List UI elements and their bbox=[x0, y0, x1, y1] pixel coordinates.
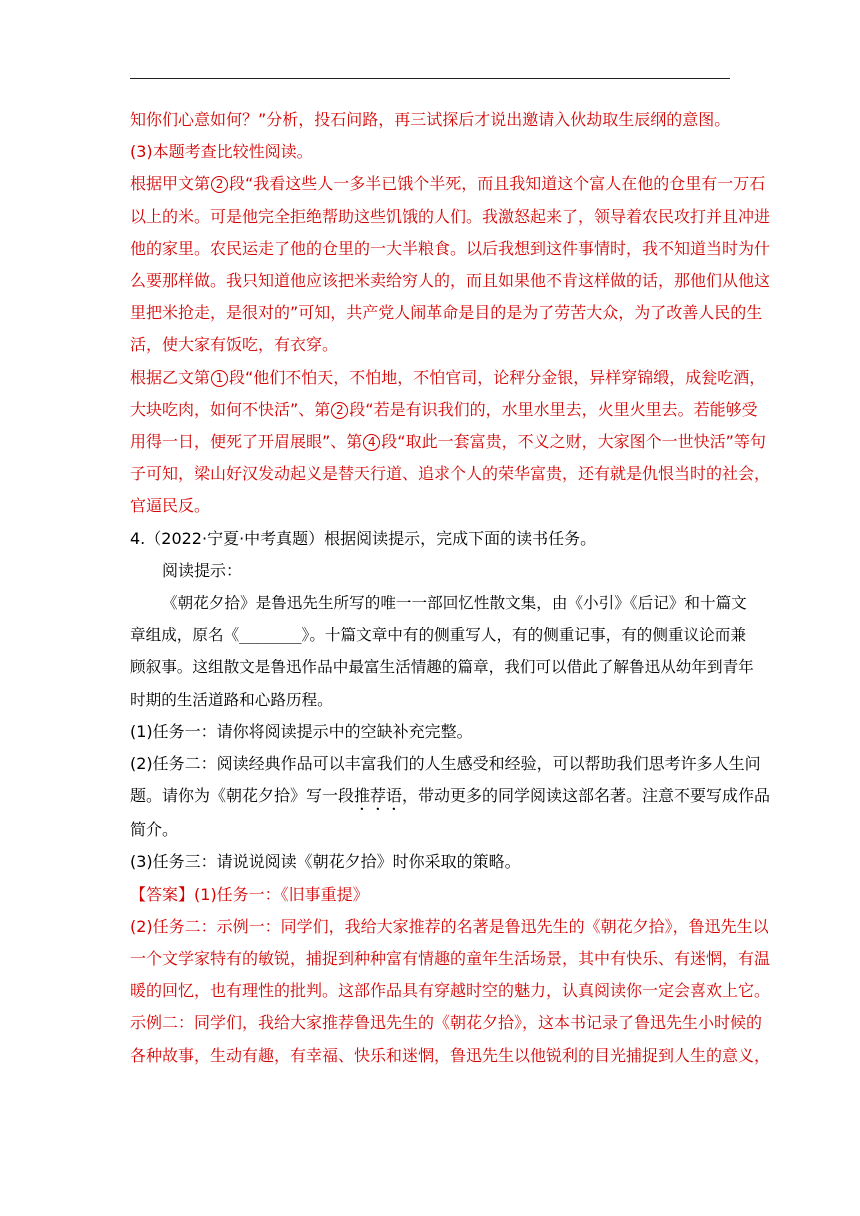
text-span: 段“他们不怕天，不怕地，不怕官司，论秤分金银，异样穿锦缎，成瓮吃酒， bbox=[229, 367, 766, 387]
task-2-line bbox=[130, 780, 771, 814]
answer-line bbox=[130, 879, 732, 911]
text-span: 章组成，原名《 bbox=[130, 626, 240, 645]
answer-line bbox=[130, 362, 766, 394]
answer-line: 子可知，梁山好汉发动起义是替天行道、追求个人的荣华富贵，还有就是仇恨当时的社会， bbox=[130, 464, 771, 484]
text-span: 段“若是有识我们的，水里水里去，火里火里去。若能够受 bbox=[349, 399, 758, 419]
circled-number: 1 bbox=[211, 370, 228, 387]
text-span: 》。十篇文章中有的侧重写人，有的侧重记事，有的侧重议论而兼 bbox=[301, 626, 746, 645]
circled-number: 4 bbox=[363, 434, 380, 451]
text-span: 用得一日，便死了开眉展眼”、第 bbox=[130, 432, 363, 452]
text-span: 段“取此一套富贵，不义之财，大家图个一世快活”等句 bbox=[381, 432, 766, 452]
task-2-line: 简介。 bbox=[130, 820, 179, 840]
text-span: 段“我看这些人一多半已饿个半死，而且我知道这个富人在他的仓里有一万石 bbox=[229, 174, 766, 194]
answer-line: 里把米抢走，是很对的”可知，共产党人闹革命是目的是为了劳苦大众，为了改善人民的生 bbox=[130, 303, 763, 323]
circled-number: 2 bbox=[331, 402, 348, 419]
answer-line: 活，使大家有饭吃，有衣穿。 bbox=[130, 335, 339, 355]
answer-line: 么要那样做。我只知道他应该把米卖给穷人的，而且如果他不肯这样做的话，那他们从他这 bbox=[130, 271, 771, 291]
answer-line bbox=[130, 168, 766, 200]
circled-number: 2 bbox=[211, 176, 228, 193]
document-body bbox=[130, 104, 771, 1072]
answer-line bbox=[130, 426, 766, 458]
reading-tip-label: 阅读提示： bbox=[162, 560, 243, 580]
question-header: 4.（2022·宁夏·中考真题）根据阅读提示，完成下面的读书任务。 bbox=[130, 528, 597, 548]
answer-line: 暖的回忆，也有理性的批判。这部作品具有穿越时空的魅力，认真阅读你一定会喜欢上它。 bbox=[130, 981, 771, 1001]
emphasized-term: 推荐语 bbox=[354, 786, 403, 806]
answer-line bbox=[130, 394, 758, 426]
text-span: 大块吃肉，如何不快活”、第 bbox=[130, 399, 331, 419]
task-1: (1)任务一：请你将阅读提示中的空缺补充完整。 bbox=[130, 721, 473, 741]
text-span: 题。请你为《朝花夕拾》写一段 bbox=[130, 786, 355, 806]
answer-line: 以上的米。可是他完全拒绝帮助这些饥饿的人们。我激怒起来了，领导着农民攻打并且冲进 bbox=[130, 206, 771, 226]
answer-line: 知你们心意如何？”分析，投石问路，再三试探后才说出邀请入伙劫取生辰纲的意图。 bbox=[130, 110, 731, 129]
text-span: 根据甲文第 bbox=[130, 174, 211, 194]
answer-line: 一个文学家特有的敏锐，捕捉到种种富有情趣的童年生活场景，其中有快乐、有迷惘，有温 bbox=[130, 949, 771, 969]
answer-line: 官逼民反。 bbox=[130, 496, 211, 516]
answer-line: (2)任务二：示例一：同学们，我给大家推荐的名著是鲁迅先生的《朝花夕拾》，鲁迅先生以 bbox=[130, 916, 769, 936]
text-span: 根据乙文第 bbox=[130, 367, 211, 387]
text-span: (1)任务一：《旧事重提》 bbox=[194, 884, 369, 904]
answer-line: 示例二：同学们，我给大家推荐鲁迅先生的《朝花夕拾》，这本书记录了鲁迅先生小时候的 bbox=[130, 1013, 763, 1033]
task-2-line: (2)任务二：阅读经典作品可以丰富我们的人生感受和经验，可以帮助我们思考许多人生问 bbox=[130, 754, 761, 774]
answer-label: 【答案】 bbox=[130, 884, 195, 904]
reading-tip-line bbox=[130, 619, 746, 651]
reading-tip-line: 顾叙事。这组散文是鲁迅作品中最富生活情趣的篇章，我们可以借此了解鲁迅从幼年到青年 bbox=[130, 658, 754, 677]
text-span: ，带动更多的同学阅读这部名著。注意不要写成作品 bbox=[402, 786, 771, 806]
fill-blank: ________ bbox=[239, 626, 302, 645]
reading-tip-line: 时期的生活道路和心路历程。 bbox=[130, 690, 333, 709]
section-title: (3)本题考查比较性阅读。 bbox=[130, 142, 313, 162]
header-rule bbox=[130, 78, 730, 79]
answer-line: 各种故事，生动有趣，有幸福、快乐和迷惘，鲁迅先生以他锐利的目光捕捉到人生的意义， bbox=[130, 1045, 771, 1065]
answer-line: 他的家里。农民运走了他的仓里的一大半粮食。以后我想到这件事情时，我不知道当时为什 bbox=[130, 238, 771, 258]
reading-tip-line: 《朝花夕拾》是鲁迅先生所写的唯一一部回忆性散文集，由《小引》《后记》和十篇文 bbox=[162, 594, 747, 613]
task-3: (3)任务三：请说说阅读《朝花夕拾》时你采取的策略。 bbox=[130, 852, 521, 872]
